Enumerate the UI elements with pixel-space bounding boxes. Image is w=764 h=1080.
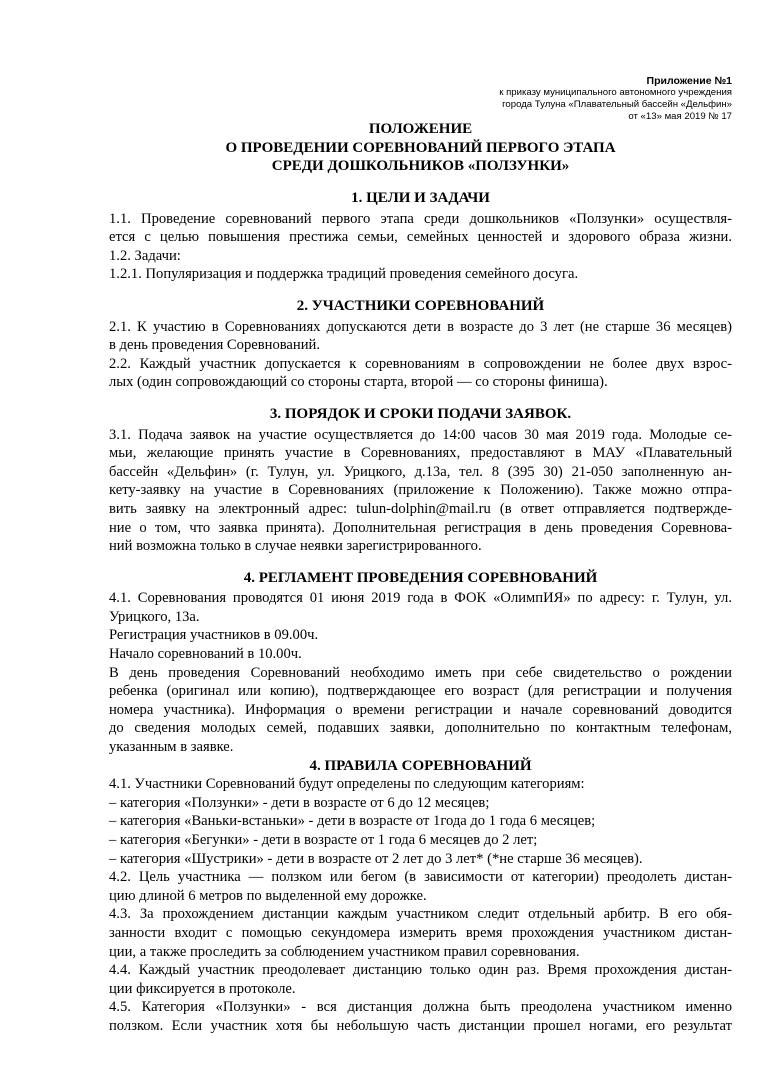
document-title-line: СРЕДИ ДОШКОЛЬНИКОВ «ПОЛЗУНКИ»	[271, 158, 570, 174]
category-item: – категория «Шустрики» - дети в возрасте от 2 лет до 3 лет* (*не старше 36 месяцев).	[109, 850, 643, 867]
paragraph-line: 4.1. Участники Соревнований будут определены по следующим категориям:	[109, 776, 585, 793]
paragraph-line: кету-заявку на участие в Соревнованиях (приложение к Положению). Также можно отпра-	[109, 482, 732, 499]
appendix-line: города Тулуна «Плавательный бассейн «Дельфин»	[502, 99, 732, 110]
paragraph-line: в день проведения Соревнований.	[109, 337, 320, 354]
section-heading: 1. ЦЕЛИ И ЗАДАЧИ	[351, 190, 490, 206]
paragraph-line: 2.1. К участию в Соревнованиях допускаются дети в возрасте до 3 лет (не старше 36 месяцев)	[109, 318, 732, 335]
paragraph-line: ние о том, что заявка принята). Дополнительная регистрация в день проведения Соревнова-	[109, 519, 732, 536]
paragraph-line: указанным в заявке.	[109, 739, 234, 756]
paragraph-line: до сведения молодых семей, подавших заявки, дополнительно по контактным телефонам,	[109, 720, 732, 737]
paragraph-line: 4.1. Соревнования проводятся 01 июня 2019 года в ФОК «ОлимпИЯ» по адресу: г. Тулун, ул.	[109, 590, 732, 607]
paragraph-line: 3.1. Подача заявок на участие осуществляется до 14:00 часов 30 мая 2019 года. Молодые се-	[109, 426, 732, 443]
category-item: – категория «Ваньки-встаньки» - дети в возрасте от 1года до 1 года 6 месяцев;	[109, 813, 596, 830]
category-item: – категория «Бегунки» - дети в возрасте от 1 года 6 месяцев до 2 лет;	[109, 832, 538, 848]
section-heading: 4. РЕГЛАМЕНТ ПРОВЕДЕНИЯ СОРЕВНОВАНИЙ	[243, 569, 598, 586]
paragraph-line: ребенка (оригинал или копию), подтверждающее его возраст (для регистрации и получения	[109, 683, 732, 700]
section-heading: 3. ПОРЯДОК И СРОКИ ПОДАЧИ ЗАЯВОК.	[269, 405, 572, 422]
paragraph-line: лых (один сопровождающий со стороны старта, второй — со стороны финиша).	[109, 374, 608, 391]
paragraph-line: 4.4. Каждый участник преодолевает дистанцию только один раз. Время прохождения дистан-	[109, 962, 732, 979]
paragraph-line: Урицкого, 13а.	[109, 608, 200, 625]
paragraph-line: вить заявку на электронный адрес: tulun-dolphin@mail.ru (в ответ отправляется подтвержде-	[109, 500, 732, 517]
category-item: – категория «Ползунки» - дети в возрасте от 6 до 12 месяцев;	[109, 794, 490, 811]
paragraph-line: 1.2.1. Популяризация и поддержка традиций проведения семейного досуга.	[109, 266, 579, 283]
paragraph-line: 1.1. Проведение соревнований первого этапа среди дошкольников «Ползунки» осуществля-	[109, 210, 732, 227]
paragraph-line: 1.2. Задачи:	[109, 247, 181, 264]
paragraph-line: ции, а также проследить за соблюдением участником правил соревнования.	[109, 943, 580, 960]
paragraph-line: бассейн «Дельфин» (г. Тулун, ул. Урицкого, д.13а, тел. 8 (395 30) 21-050 заполненную ан-	[109, 463, 732, 480]
paragraph-line: В день проведения Соревнований необходимо иметь при себе свидетельство о рождении	[109, 664, 732, 681]
paragraph-line: 4.3. За прохождением дистанции каждым участником следит отдельный арбитр. В его обя-	[109, 906, 732, 923]
paragraph-line: цию длиной 6 метров по выделенной ему дорожке.	[109, 887, 427, 904]
paragraph-line: Регистрация участников в 09.00ч.	[109, 627, 319, 644]
document-title-line: О ПРОВЕДЕНИИ СОРЕВНОВАНИЙ ПЕРВОГО ЭТАПА	[225, 139, 616, 156]
appendix-block	[402, 75, 732, 123]
paragraph-line: мьи, желающие принять участие в Соревнованиях, предоставляют в МАУ «Плавательный	[109, 445, 732, 462]
paragraph-line: ции фиксируется в протоколе.	[109, 980, 296, 997]
paragraph-line: номера участника). Информация о времени регистрации и начале соревнований доводится	[109, 701, 732, 718]
appendix-line: к приказу муниципального автономного учреждения	[499, 87, 732, 98]
document-body	[109, 189, 732, 1036]
section-heading: 2. УЧАСТНИКИ СОРЕВНОВАНИЙ	[296, 297, 545, 314]
paragraph-line: Начало соревнований в 10.00ч.	[109, 646, 302, 663]
section-heading: 4. ПРАВИЛА СОРЕВНОВАНИЙ	[309, 757, 532, 774]
appendix-title: Приложение №1	[646, 75, 732, 87]
paragraph-line: занности входит с помощью секундомера измерить время прохождения участником дистан-	[109, 924, 732, 941]
paragraph-line: ний возможна только в случае неявки зарегистрированного.	[109, 538, 482, 555]
document-title	[109, 120, 732, 176]
paragraph-line: ползком. Если участник хотя бы небольшую часть дистанции прошел ногами, его результат	[109, 1017, 732, 1034]
paragraph-line: ется с целью повышения престижа семьи, семейных ценностей и здорового образа жизни.	[109, 229, 732, 246]
paragraph-line: 2.2. Каждый участник допускается к соревнованиям в сопровождении не более двух взрос-	[109, 355, 732, 372]
paragraph-line: 4.5. Категория «Ползунки» - вся дистанция должна быть преодолена участником именно	[109, 999, 732, 1016]
appendix-line: от «13» мая 2019 № 17	[628, 111, 732, 122]
document-title-line: ПОЛОЖЕНИЕ	[368, 121, 473, 137]
paragraph-line: 4.2. Цель участника — ползком или бегом (в зависимости от категории) преодолеть дистан-	[109, 869, 732, 886]
